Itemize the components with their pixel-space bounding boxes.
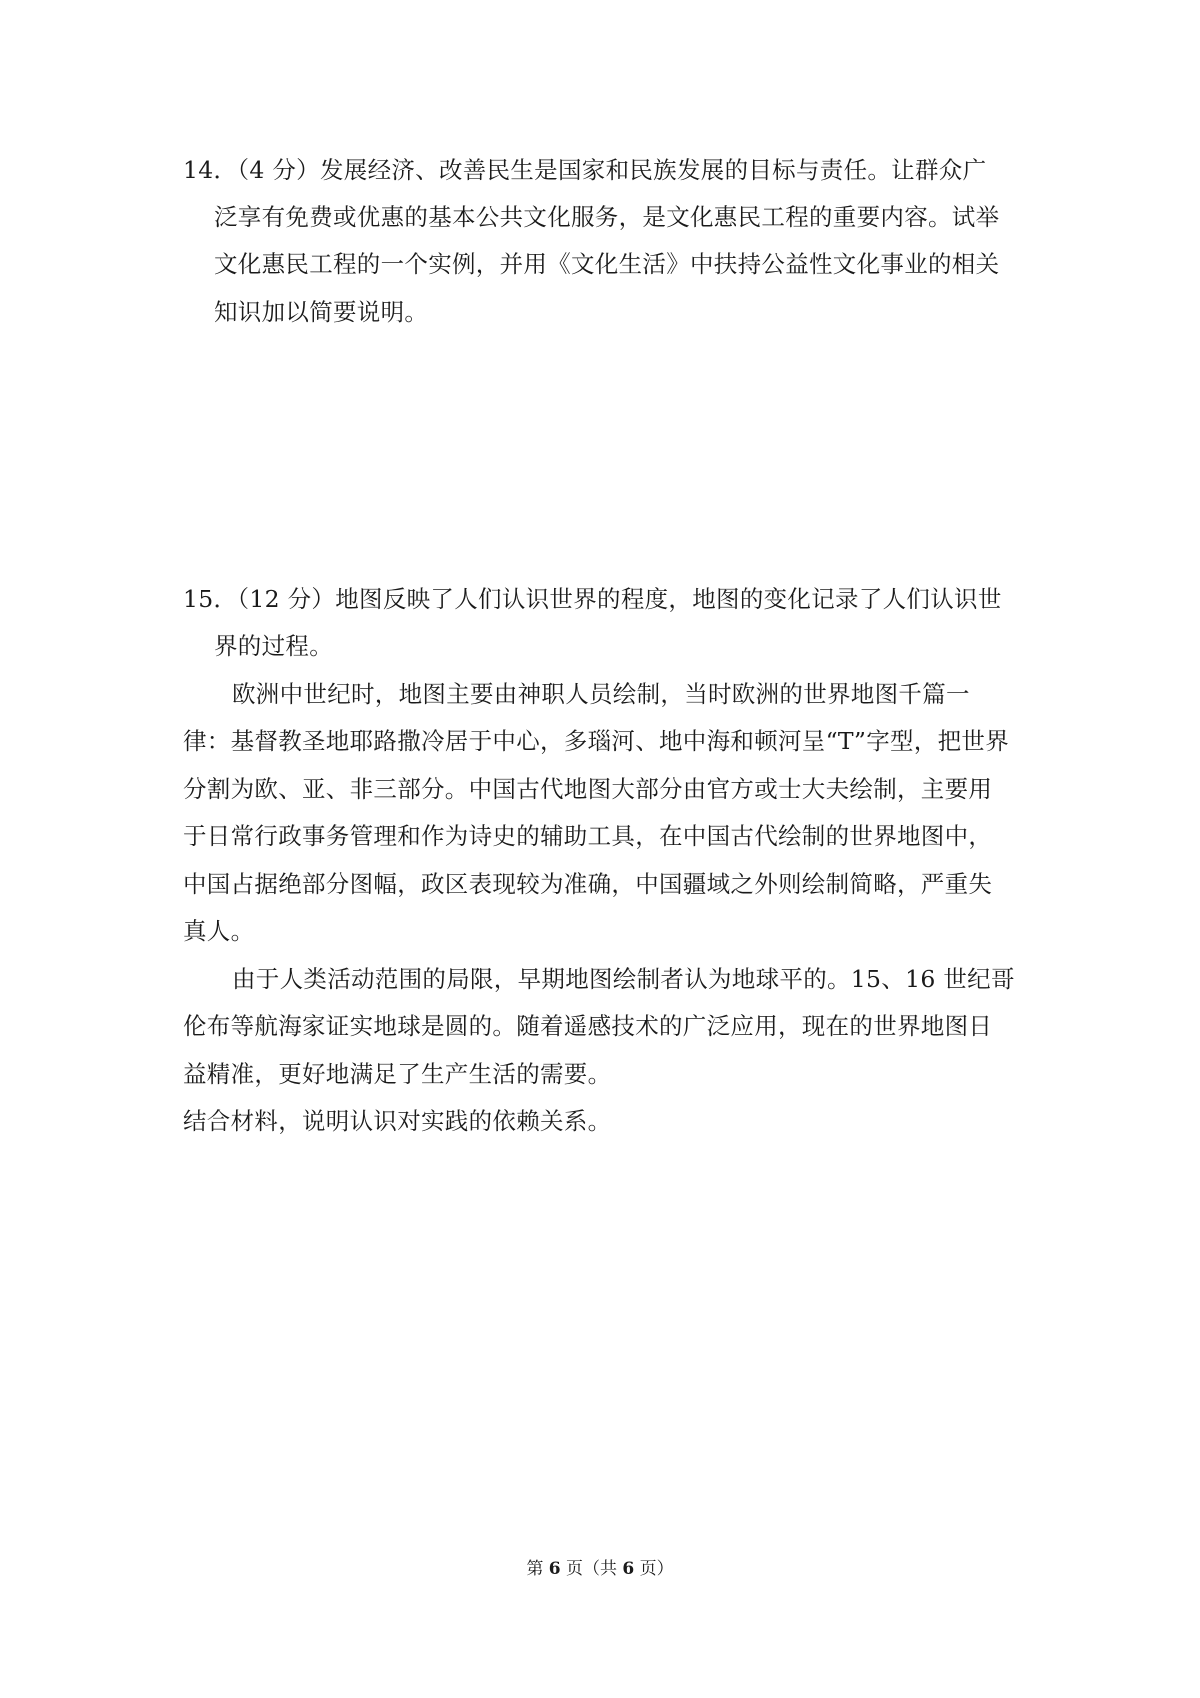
q15-line-1: 15．（12 分）地图反映了人们认识世界的程度，地图的变化记录了人们认识世 bbox=[183, 585, 1002, 613]
q15-line-11: 益精准，更好地满足了生产生活的需要。 bbox=[183, 1060, 612, 1088]
q14-line-3: 文化惠民工程的一个实例，并用《文化生活》中扶持公益性文化事业的相关 bbox=[214, 250, 1000, 278]
footer-middle: 页（共 bbox=[560, 1559, 623, 1579]
page-footer bbox=[0, 1557, 1200, 1581]
footer-prefix: 第 bbox=[526, 1559, 549, 1579]
q14-line-2: 泛享有免费或优惠的基本公共文化服务，是文化惠民工程的重要内容。试举 bbox=[214, 203, 1000, 231]
q15-line-6: 于日常行政事务管理和作为诗史的辅助工具，在中国古代绘制的世界地图中， bbox=[183, 822, 993, 850]
q14-line-4: 知识加以简要说明。 bbox=[214, 298, 429, 326]
footer-suffix: 页） bbox=[634, 1559, 674, 1579]
q15-line-5: 分割为欧、亚、非三部分。中国古代地图大部分由官方或士大夫绘制，主要用 bbox=[183, 775, 993, 803]
q15-line-3: 欧洲中世纪时，地图主要由神职人员绘制，当时欧洲的世界地图千篇一 bbox=[232, 680, 970, 708]
q15-line-10: 伦布等航海家证实地球是圆的。随着遥感技术的广泛应用，现在的世界地图日 bbox=[183, 1012, 993, 1040]
q15-line-2: 界的过程。 bbox=[214, 632, 333, 660]
q15-line-12: 结合材料，说明认识对实践的依赖关系。 bbox=[183, 1107, 612, 1135]
q15-line-9: 由于人类活动范围的局限，早期地图绘制者认为地球平的。15、16 世纪哥 bbox=[232, 965, 1015, 993]
q15-line-4: 律：基督教圣地耶路撒冷居于中心，多瑙河、地中海和顿河呈“T”字型，把世界 bbox=[183, 727, 1010, 755]
q14-line-1: 14．（4 分）发展经济、改善民生是国家和民族发展的目标与责任。让群众广 bbox=[183, 156, 987, 184]
q15-line-7: 中国占据绝部分图幅，政区表现较为准确，中国疆域之外则绘制简略，严重失 bbox=[183, 870, 993, 898]
footer-total-pages: 6 bbox=[622, 1559, 635, 1579]
q15-line-8: 真人。 bbox=[183, 917, 255, 945]
footer-page-number: 6 bbox=[548, 1559, 561, 1579]
